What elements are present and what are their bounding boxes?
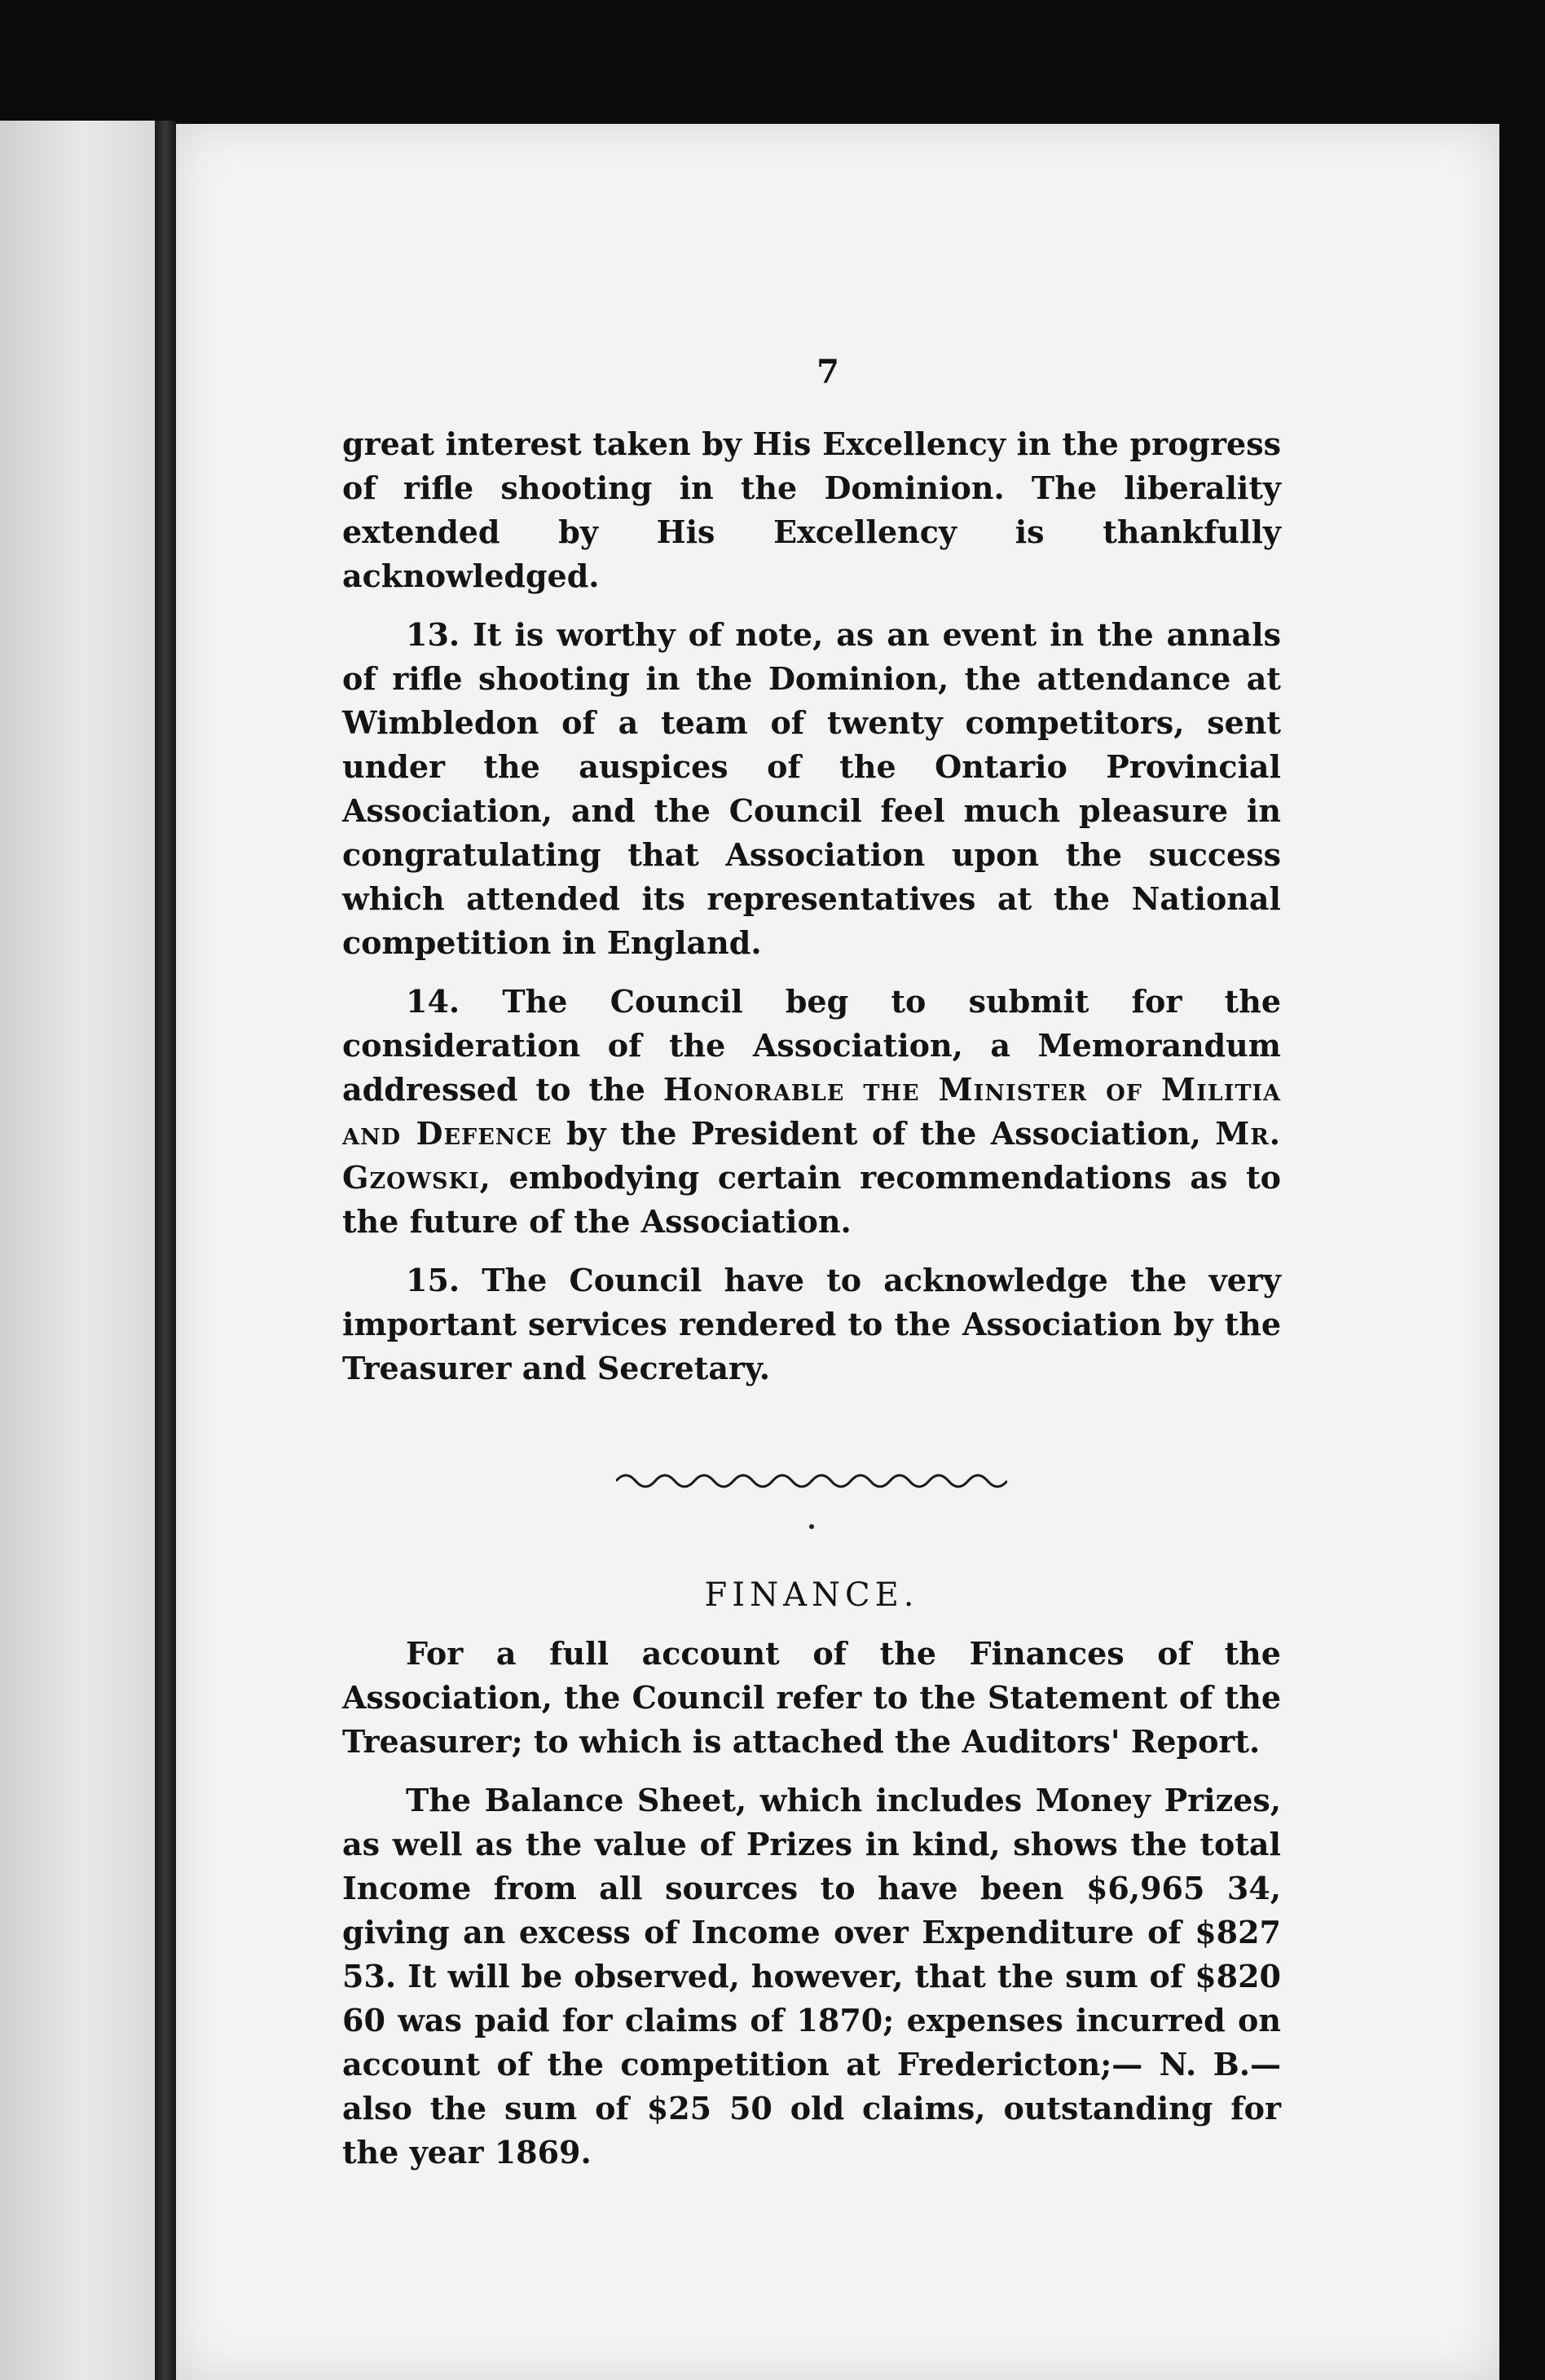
scan-border — [1499, 122, 1545, 2380]
page-content — [342, 350, 1281, 2189]
page-number: 7 — [817, 353, 839, 391]
paragraph-text: 15. The Council have to acknowledge the very important services rendered to the Association by the Treasurer and Secretary. — [342, 1262, 1281, 1386]
paragraph-text: great interest taken by His Excellency in the progress of rifle shooting in the Dominion. The liberality extended by His Excellency is thankfully acknowledged. — [342, 425, 1281, 594]
paragraph-text: 13. It is worthy of note, as an event in the annals of rifle shooting in the Dominion, the attendance at Wimbledon of a team of twenty competitors, sent under the auspices of the Ontario Provincial Association, and the Council feel much pleasure in congratulating that Association upon the success which attended its representatives at the National competition in England. — [342, 616, 1281, 961]
finance-heading: FINANCE. — [704, 1576, 919, 1614]
paragraph-15 — [342, 1258, 1281, 1391]
book-gutter — [155, 121, 176, 2380]
ornament-dot — [809, 1524, 814, 1529]
paragraph-text: , embodying certain recommendations as to the future of the Association. — [342, 1159, 1281, 1240]
paragraph-text: 14. The Council beg to submit for the consideration of the Association, a Memorandum addressed to the — [342, 983, 1281, 1108]
minister-title: Honorable the Minister of Militia and Defence — [342, 1071, 1281, 1152]
president-name: Mr. Gzowski — [342, 1115, 1281, 1196]
paragraph-12-continued — [342, 422, 1281, 598]
paragraph-14 — [342, 980, 1281, 1244]
facing-page-edge — [0, 121, 155, 2380]
finance-paragraph-2: The Balance Sheet, which includes Money Prizes, as well as the value of Prizes in kind, shows the total Income from all sources to have been $6,965 34, giving an excess of Income over Expenditure of $827 53. It will be observed, however, that the sum of $820 60 was paid for claims of 1870; expenses incurred on account of the competition at Fredericton;— N. B.—also the sum of $25 50 old claims, outstanding for the year 1869. — [342, 1782, 1281, 2171]
finance-paragraph-1: For a full account of the Finances of the Association, the Council refer to the Statement of the Treasurer; to which is attached the Auditors' Report. — [342, 1635, 1281, 1760]
paragraph-13 — [342, 613, 1281, 965]
wavy-rule-divider — [616, 1469, 1007, 1493]
paragraph-text: by the President of the Association, — [552, 1115, 1216, 1152]
